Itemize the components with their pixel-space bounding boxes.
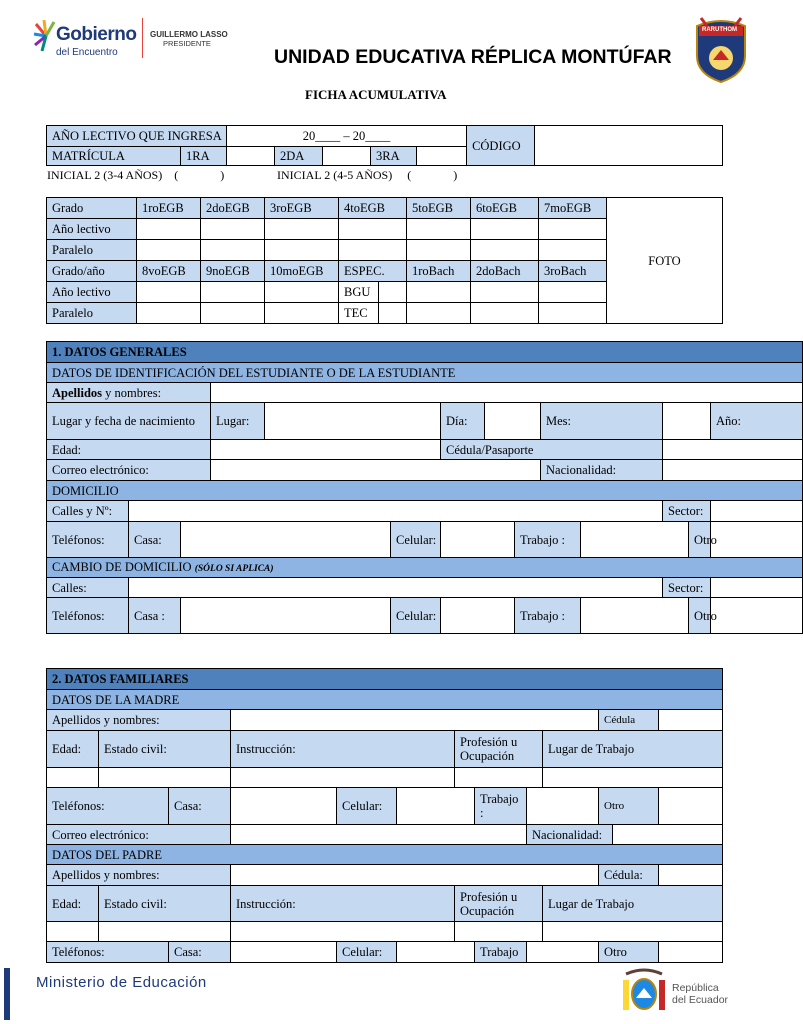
- padre-cedula-input[interactable]: [659, 865, 723, 886]
- codigo-label: CÓDIGO: [467, 126, 535, 166]
- edad-input[interactable]: [211, 440, 441, 460]
- madre-otro-label: Otro: [599, 788, 659, 825]
- school-title: UNIDAD EDUCATIVA RÉPLICA MONTÚFAR: [274, 46, 672, 68]
- trabajo-input[interactable]: [581, 522, 689, 558]
- apellidos-input[interactable]: [211, 383, 803, 403]
- madre-casa-input[interactable]: [231, 788, 337, 825]
- padre-subheader: DATOS DEL PADRE: [47, 845, 723, 865]
- grade-cell: 5toEGB: [407, 198, 471, 219]
- casa-input[interactable]: [181, 522, 391, 558]
- grade-cell: 2doEGB: [201, 198, 265, 219]
- sector-label: Sector:: [663, 501, 711, 522]
- padre-lugar-trabajo-label: Lugar de Trabajo: [543, 886, 723, 922]
- grade-input[interactable]: [539, 303, 607, 324]
- matricula-3ra: 3RA: [371, 147, 417, 166]
- padre-casa-input[interactable]: [231, 942, 337, 963]
- dia-input[interactable]: [485, 403, 541, 440]
- foto-box[interactable]: FOTO: [607, 198, 723, 324]
- madre-nacionalidad-input[interactable]: [613, 825, 723, 845]
- madre-instruccion-label: Instrucción:: [231, 731, 455, 768]
- otro-input[interactable]: [711, 522, 803, 558]
- ano-lectivo-row-label: Año lectivo: [47, 282, 137, 303]
- casa-input-2[interactable]: [181, 598, 391, 634]
- grade-input[interactable]: [407, 282, 471, 303]
- paralelo-row-label: Paralelo: [47, 240, 137, 261]
- grade-input[interactable]: [137, 219, 201, 240]
- crest-icon: [693, 12, 749, 84]
- encuentro-text: del Encuentro: [56, 47, 118, 58]
- casa-label-2: Casa :: [129, 598, 181, 634]
- matricula-label: MATRÍCULA: [47, 147, 181, 166]
- grade-input[interactable]: [137, 240, 201, 261]
- padre-cedula-label: Cédula:: [599, 865, 659, 886]
- matricula-1ra-box[interactable]: [227, 147, 275, 166]
- section-2-title: 2. DATOS FAMILIARES: [47, 669, 723, 690]
- grade-input[interactable]: [539, 240, 607, 261]
- padre-estado-civil-label: Estado civil:: [99, 886, 231, 922]
- madre-profesion-label: Profesión u Ocupación: [455, 731, 543, 768]
- padre-edad-input[interactable]: [47, 922, 99, 942]
- header-divider: [142, 18, 143, 58]
- nacionalidad-input[interactable]: [663, 460, 803, 481]
- lugar-fecha-label: Lugar y fecha de nacimiento: [47, 403, 211, 440]
- grado-label: Grado: [47, 198, 137, 219]
- grade-cell: 3roBach: [539, 261, 607, 282]
- gobierno-logo: [32, 14, 144, 62]
- casa-label: Casa:: [129, 522, 181, 558]
- ano-lectivo-field[interactable]: 20____ – 20____: [227, 126, 467, 147]
- madre-cedula-input[interactable]: [659, 710, 723, 731]
- grade-cell: ESPEC.: [339, 261, 407, 282]
- grade-input[interactable]: [137, 303, 201, 324]
- grade-input[interactable]: [339, 219, 407, 240]
- grade-cell: 3roEGB: [265, 198, 339, 219]
- grade-input[interactable]: [407, 219, 471, 240]
- dia-label: Día:: [441, 403, 485, 440]
- crest-text: RARUTHOM: [702, 27, 737, 33]
- domicilio-subheader: DOMICILIO: [47, 481, 803, 501]
- calles-no-input[interactable]: [129, 501, 663, 522]
- padre-celular-label: Celular:: [337, 942, 397, 963]
- gobierno-text: Gobierno: [56, 24, 137, 45]
- ano-lectivo-row-label: Año lectivo: [47, 219, 137, 240]
- edad-label: Edad:: [47, 440, 211, 460]
- padre-instruccion-label: Instrucción:: [231, 886, 455, 922]
- grade-input[interactable]: [339, 240, 407, 261]
- padre-profesion-input[interactable]: [455, 922, 543, 942]
- trabajo-input-2[interactable]: [581, 598, 689, 634]
- grade-cell: 6toEGB: [471, 198, 539, 219]
- lugar-label: Lugar:: [211, 403, 265, 440]
- madre-estado-civil-input[interactable]: [99, 768, 231, 788]
- padre-otro-input[interactable]: [659, 942, 723, 963]
- madre-otro-input[interactable]: [659, 788, 723, 825]
- padre-apellidos-input[interactable]: [231, 865, 599, 886]
- padre-otro-label: Otro: [599, 942, 659, 963]
- grade-input[interactable]: [379, 303, 407, 324]
- grade-input[interactable]: [471, 303, 539, 324]
- ecuador-coat-of-arms: [620, 966, 668, 1016]
- grade-cell: 8voEGB: [137, 261, 201, 282]
- madre-subheader: DATOS DE LA MADRE: [47, 690, 723, 710]
- madre-lugar-trabajo-label: Lugar de Trabajo: [543, 731, 723, 768]
- madre-trabajo-label: Trabajo :: [475, 788, 527, 825]
- otro-input-2[interactable]: [711, 598, 803, 634]
- matricula-2da-box[interactable]: [323, 147, 371, 166]
- ano-lectivo-label: AÑO LECTIVO QUE INGRESA: [47, 126, 227, 147]
- padre-trabajo-input[interactable]: [527, 942, 599, 963]
- grade-input[interactable]: [201, 303, 265, 324]
- grade-input[interactable]: [137, 282, 201, 303]
- grade-cell: 2doBach: [471, 261, 539, 282]
- grade-cell: 10moEGB: [265, 261, 339, 282]
- grade-cell: 1roBach: [407, 261, 471, 282]
- padre-instruccion-input[interactable]: [231, 922, 455, 942]
- bgu-label: BGU: [339, 282, 379, 303]
- inicial-2-4-5[interactable]: INICIAL 2 (4-5 AÑOS) ( ): [277, 168, 458, 182]
- correo-input[interactable]: [211, 460, 541, 481]
- madre-apellidos-input[interactable]: [231, 710, 599, 731]
- madre-nacionalidad-label: Nacionalidad:: [527, 825, 613, 845]
- padre-edad-label: Edad:: [47, 886, 99, 922]
- sector-input[interactable]: [711, 501, 803, 522]
- republica-text-1: República: [672, 982, 719, 994]
- mes-label: Mes:: [541, 403, 663, 440]
- grade-input[interactable]: [201, 240, 265, 261]
- grade-input[interactable]: [265, 282, 339, 303]
- paralelo-row-label: Paralelo: [47, 303, 137, 324]
- ano-label: Año:: [711, 403, 803, 440]
- padre-apellidos-label: Apellidos y nombres:: [47, 865, 231, 886]
- correo-label: Correo electrónico:: [47, 460, 211, 481]
- madre-correo-label: Correo electrónico:: [47, 825, 231, 845]
- grado-ano-label: Grado/año: [47, 261, 137, 282]
- madre-celular-label: Celular:: [337, 788, 397, 825]
- identificacion-subheader: DATOS DE IDENTIFICACIÓN DEL ESTUDIANTE O DE LA ESTUDIANTE: [47, 363, 803, 383]
- grade-input[interactable]: [407, 240, 471, 261]
- calles-label: Calles:: [47, 578, 129, 598]
- madre-instruccion-input[interactable]: [231, 768, 455, 788]
- grades-table: [46, 197, 723, 324]
- celular-label: Celular:: [391, 522, 441, 558]
- grade-input[interactable]: [471, 282, 539, 303]
- apellidos-label: Apellidos y nombres:: [47, 383, 211, 403]
- grade-cell: 7moEGB: [539, 198, 607, 219]
- republica-text-2: del Ecuador: [672, 994, 729, 1006]
- president-title: PRESIDENTE: [163, 39, 211, 48]
- cambio-domicilio-subheader: CAMBIO DE DOMICILIO (SÓLO SI APLICA): [47, 558, 803, 578]
- madre-apellidos-label: Apellidos y nombres:: [47, 710, 231, 731]
- grade-input[interactable]: [471, 240, 539, 261]
- grade-input[interactable]: [407, 303, 471, 324]
- padre-celular-input[interactable]: [397, 942, 475, 963]
- grade-input[interactable]: [265, 303, 339, 324]
- padre-profesion-label: Profesión u Ocupación: [455, 886, 543, 922]
- padre-casa-label: Casa:: [169, 942, 231, 963]
- grade-cell: 1roEGB: [137, 198, 201, 219]
- padre-telefonos-label: Teléfonos:: [47, 942, 169, 963]
- school-crest: [693, 12, 749, 84]
- cedula-pasaporte-input[interactable]: [663, 440, 803, 460]
- grade-input[interactable]: [201, 219, 265, 240]
- trabajo-label-2: Trabajo :: [515, 598, 581, 634]
- grade-input[interactable]: [379, 282, 407, 303]
- grade-cell: 9noEGB: [201, 261, 265, 282]
- codigo-field[interactable]: [535, 126, 723, 166]
- celular-input[interactable]: [441, 522, 515, 558]
- madre-lugar-trabajo-input[interactable]: [543, 768, 723, 788]
- madre-cedula-label: Cédula: [599, 710, 659, 731]
- telefonos-label-2: Teléfonos:: [47, 598, 129, 634]
- telefonos-label: Teléfonos:: [47, 522, 129, 558]
- grade-input[interactable]: [265, 219, 339, 240]
- grade-input[interactable]: [265, 240, 339, 261]
- otro-label-2: Otro: [689, 598, 711, 634]
- otro-label: Otro: [689, 522, 711, 558]
- president-name: GUILLERMO LASSO: [150, 30, 228, 39]
- grade-input[interactable]: [471, 219, 539, 240]
- madre-edad-input[interactable]: [47, 768, 99, 788]
- ministerio-logo-text: Ministerio de Educación: [36, 974, 207, 991]
- grade-input[interactable]: [539, 282, 607, 303]
- madre-correo-input[interactable]: [231, 825, 527, 845]
- celular-label-2: Celular:: [391, 598, 441, 634]
- madre-casa-label: Casa:: [169, 788, 231, 825]
- tec-label: TEC: [339, 303, 379, 324]
- madre-profesion-input[interactable]: [455, 768, 543, 788]
- padre-estado-civil-input[interactable]: [99, 922, 231, 942]
- general-data-table: [46, 341, 803, 634]
- grade-input[interactable]: [201, 282, 265, 303]
- madre-telefonos-label: Teléfonos:: [47, 788, 169, 825]
- calles-input[interactable]: [129, 578, 663, 598]
- form-title: FICHA ACUMULATIVA: [305, 87, 447, 102]
- nacionalidad-label: Nacionalidad:: [541, 460, 663, 481]
- sector-input-2[interactable]: [711, 578, 803, 598]
- inicial-2-3-4[interactable]: INICIAL 2 (3-4 AÑOS) ( ): [47, 168, 225, 182]
- trabajo-label: Trabajo :: [515, 522, 581, 558]
- grade-cell: 4toEGB: [339, 198, 407, 219]
- lugar-input[interactable]: [265, 403, 441, 440]
- sunburst-icon: [32, 18, 58, 54]
- padre-lugar-trabajo-input[interactable]: [543, 922, 723, 942]
- grade-input[interactable]: [539, 219, 607, 240]
- enrollment-table: [46, 125, 723, 166]
- matricula-3ra-box[interactable]: [417, 147, 467, 166]
- madre-estado-civil-label: Estado civil:: [99, 731, 231, 768]
- madre-celular-input[interactable]: [397, 788, 475, 825]
- footer-bar: [4, 968, 10, 1020]
- padre-trabajo-label: Trabajo: [475, 942, 527, 963]
- matricula-1ra: 1RA: [181, 147, 227, 166]
- sector-label-2: Sector:: [663, 578, 711, 598]
- celular-input-2[interactable]: [441, 598, 515, 634]
- madre-edad-label: Edad:: [47, 731, 99, 768]
- section-1-title: 1. DATOS GENERALES: [47, 342, 803, 363]
- cedula-pasaporte-label: Cédula/Pasaporte: [441, 440, 663, 460]
- matricula-2da: 2DA: [275, 147, 323, 166]
- calles-no-label: Calles y Nº:: [47, 501, 129, 522]
- mes-input[interactable]: [663, 403, 711, 440]
- madre-trabajo-input[interactable]: [527, 788, 599, 825]
- coat-of-arms-icon: [620, 966, 668, 1016]
- family-data-table: [46, 668, 723, 963]
